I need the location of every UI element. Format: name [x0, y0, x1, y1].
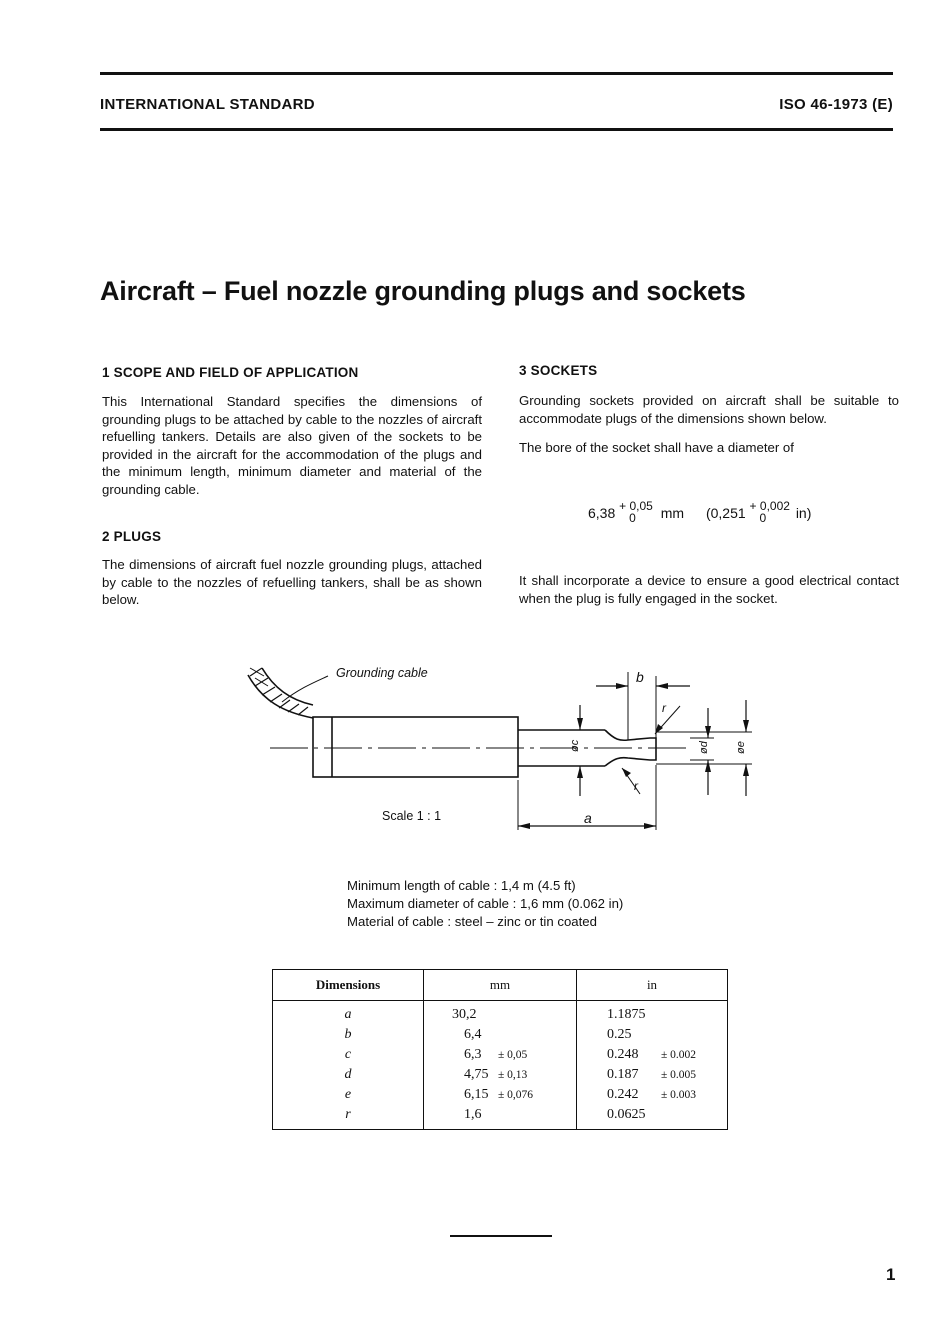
bore-mm-tolerance	[619, 500, 653, 524]
bore-mm-unit: mm	[660, 505, 685, 521]
in-cell	[577, 1065, 728, 1085]
table-row	[273, 1065, 727, 1085]
mm-cell	[424, 1105, 577, 1129]
in-cell	[577, 1001, 728, 1026]
dim-r-label-bottom: r	[634, 779, 638, 793]
mm-cell	[424, 1001, 577, 1026]
cable-notes	[347, 877, 623, 931]
table-row	[273, 1025, 727, 1045]
bore-in-lower: 0	[759, 511, 767, 525]
cable-note-diameter: Maximum diameter of cable : 1,6 mm (0.062 in)	[347, 896, 624, 911]
table-row	[273, 1085, 727, 1105]
mm-tolerance: ± 0,05	[498, 1049, 528, 1061]
document-title: Aircraft – Fuel nozzle grounding plugs and sockets	[100, 276, 746, 306]
dim-d-label: ød	[698, 741, 710, 754]
plug-drawing	[230, 650, 770, 840]
mm-cell	[424, 1065, 577, 1085]
header-right: ISO 46-1973 (E)	[779, 96, 893, 113]
mm-tolerance: ± 0,076	[498, 1089, 534, 1101]
in-value: 0.248	[607, 1047, 639, 1062]
bore-in-value: (0,251	[705, 505, 746, 521]
col-header-mm: mm	[424, 970, 577, 1001]
page-number: 1	[886, 1265, 896, 1284]
in-tolerance: ± 0.005	[661, 1069, 697, 1081]
section-1-heading: 1 SCOPE AND FIELD OF APPLICATION	[102, 365, 359, 380]
dim-r-label-top: r	[662, 701, 666, 715]
mm-value: 6,15	[464, 1087, 489, 1102]
section-3-body-3: It shall incorporate a device to ensure a good electrical contact when the plug is fully engaged in the socket.	[519, 573, 899, 606]
dim-c-label: øc	[569, 739, 581, 752]
section-3-body-2: The bore of the socket shall have a diameter of	[519, 440, 794, 455]
bore-in-unit: in)	[795, 505, 812, 521]
section-2-body: The dimensions of aircraft fuel nozzle grounding plugs, attached by cable to the nozzles of refuelling tankers, shall be as shown below.	[102, 557, 482, 608]
bore-mm-lower: 0	[629, 511, 636, 525]
mm-value: 6,3	[464, 1047, 482, 1062]
mm-value: 30,2	[452, 1007, 477, 1022]
scale-label: Scale 1 : 1	[382, 809, 442, 823]
in-cell	[577, 1045, 728, 1065]
table-row	[273, 1001, 727, 1026]
section-1-body: This International Standard specifies the dimensions of grounding plugs to be attached by cable to the nozzles of aircraft refuelling tankers. Details are also given of the sockets to be provided in the aircraft for the accommodation of the plugs and the minimum length, minimum diameter and material of the grounding cable.	[102, 394, 482, 497]
cable-note-material: Material of cable : steel – zinc or tin coated	[347, 914, 597, 929]
grounding-cable	[248, 668, 313, 718]
mm-cell	[424, 1085, 577, 1105]
dim-symbol: b	[344, 1027, 352, 1042]
plug-body	[313, 717, 518, 777]
col-header-in: in	[577, 970, 728, 1001]
table-row	[273, 1105, 727, 1129]
dimensions-table	[273, 970, 727, 1129]
cable-label: Grounding cable	[336, 666, 428, 680]
cable-leader	[282, 676, 328, 702]
in-cell	[577, 1085, 728, 1105]
header-top-rule	[100, 72, 893, 75]
in-cell	[577, 1025, 728, 1045]
in-value: 0.25	[607, 1027, 632, 1042]
in-value: 0.187	[607, 1067, 639, 1082]
bore-diameter-formula	[588, 500, 811, 524]
section-3-heading: 3 SOCKETS	[519, 363, 598, 378]
mm-value: 6,4	[464, 1027, 482, 1042]
col-header-dimensions: Dimensions	[273, 970, 424, 1001]
dim-symbol: a	[344, 1007, 352, 1022]
dim-b-label: b	[636, 669, 644, 685]
table-row	[273, 1045, 727, 1065]
mm-cell	[424, 1045, 577, 1065]
mm-tolerance: ± 0,13	[498, 1069, 528, 1081]
mm-value: 1,6	[464, 1107, 482, 1122]
in-value: 1.1875	[607, 1007, 646, 1022]
mm-cell	[424, 1025, 577, 1045]
dim-symbol: d	[344, 1067, 352, 1082]
bore-mm-value: 6,38	[588, 505, 616, 521]
dim-a-label: a	[584, 810, 592, 826]
section-3-body-1: Grounding sockets provided on aircraft shall be suitable to accommodate plugs of the dimensions shown below.	[519, 393, 899, 426]
dim-symbol: e	[344, 1087, 352, 1102]
in-value: 0.0625	[607, 1107, 646, 1122]
bore-mm-upper: + 0,05	[619, 499, 653, 513]
dim-e-label: øe	[735, 741, 747, 754]
in-tolerance: ± 0.003	[661, 1089, 697, 1101]
section-2-heading: 2 PLUGS	[102, 529, 162, 544]
header-bottom-rule	[100, 128, 893, 131]
in-cell	[577, 1105, 728, 1129]
dim-symbol: r	[345, 1107, 351, 1122]
mm-value: 4,75	[464, 1067, 489, 1082]
table-header-row	[273, 970, 727, 1001]
header-left: INTERNATIONAL STANDARD	[100, 96, 315, 113]
dimensions-table-frame	[272, 969, 728, 1130]
cable-note-length: Minimum length of cable : 1,4 m (4.5 ft)	[347, 878, 576, 893]
dim-symbol: c	[344, 1047, 352, 1062]
bore-in-tolerance	[750, 500, 790, 524]
bore-in-upper: + 0,002	[749, 499, 790, 513]
in-tolerance: ± 0.002	[661, 1049, 697, 1061]
in-value: 0.242	[607, 1087, 639, 1102]
footer-rule	[450, 1235, 552, 1237]
